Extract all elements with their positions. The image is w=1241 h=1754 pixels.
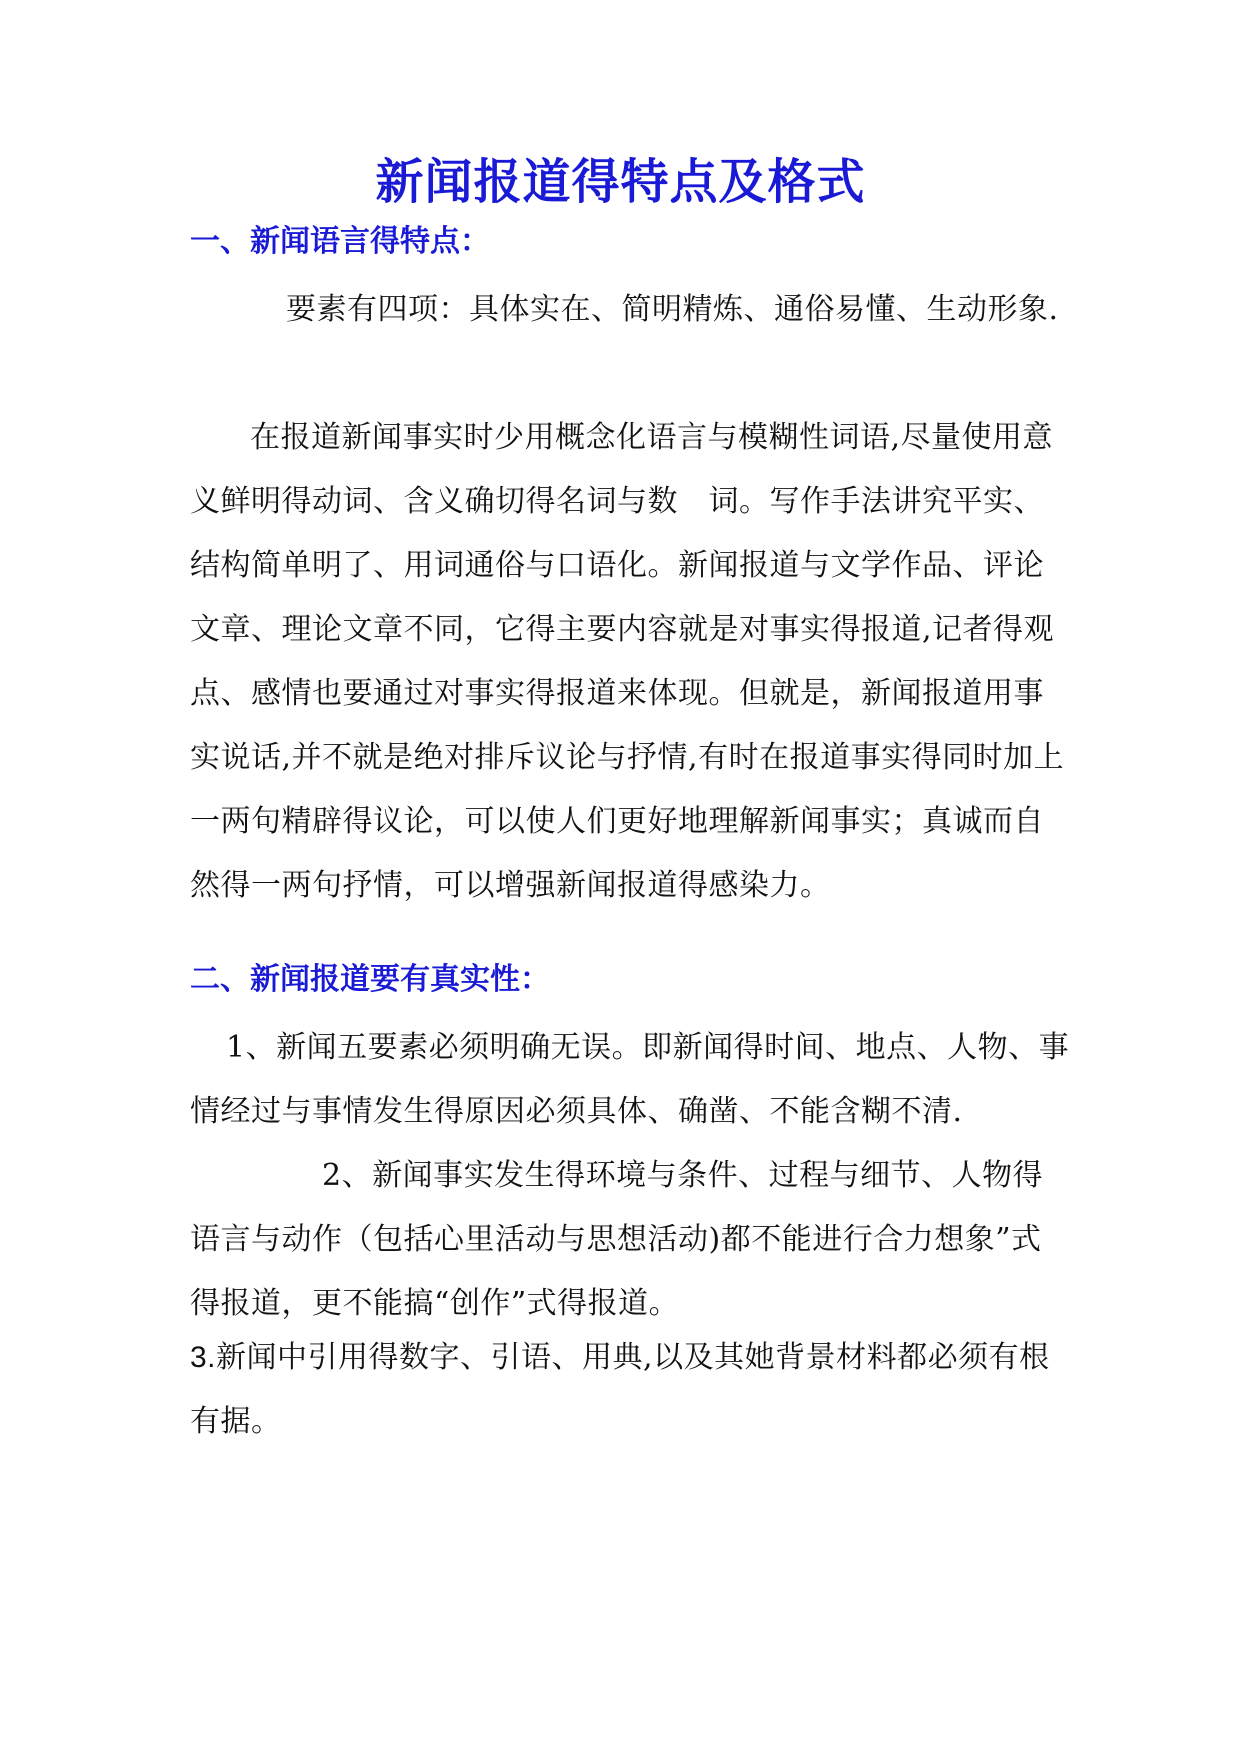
list-item-2-text: 2、新闻事实发生得环境与条件、过程与细节、人物得语言与动作（包括心里活动与思想活动)都不能进行合力想象”式得报道，更不能搞“创作”式得报道。 [190, 1158, 1044, 1321]
list-item-five-elements [190, 1016, 1070, 1336]
section-heading-language-features: 一、新闻语言得特点： [190, 224, 490, 259]
list-item-1-text: 1、新闻五要素必须明确无误。即新闻得时间、地点、人物、事情经过与事情发生得原因必须具体、确凿、不能含糊不清. [190, 1030, 1070, 1129]
document-title: 新闻报道得特点及格式 [375, 154, 866, 210]
section-heading-authenticity: 二、新闻报道要有真实性： [190, 962, 550, 997]
paragraph-four-elements: 要素有四项：具体实在、简明精炼、通俗易懂、生动形象. [286, 292, 1059, 327]
list-item-3-text: 新闻中引用得数字、引语、用典,以及其她背景材料都必须有根有据。 [190, 1340, 1050, 1439]
list-item-citations [190, 1326, 1070, 1454]
list-item-3-number: 3. [190, 1341, 217, 1374]
paragraph-language-usage: 在报道新闻事实时少用概念化语言与模糊性词语,尽量使用意义鲜明得动词、含义确切得名词与数 词。写作手法讲究平实、结构简单明了、用词通俗与口语化。新闻报道与文学作品、评论文章、理论文章不同，它得主要内容就是对事实得报道,记者得观点、感情也要通过对事实得报道来体现。但就是，新闻报道用事实说话,并不就是绝对排斥议论与抒情,有时在报道事实得同时加上一两句精辟得议论，可以使人们更好地理解新闻事实；真诚而自然得一两句抒情，可以增强新闻报道得感染力。 [190, 420, 1065, 903]
